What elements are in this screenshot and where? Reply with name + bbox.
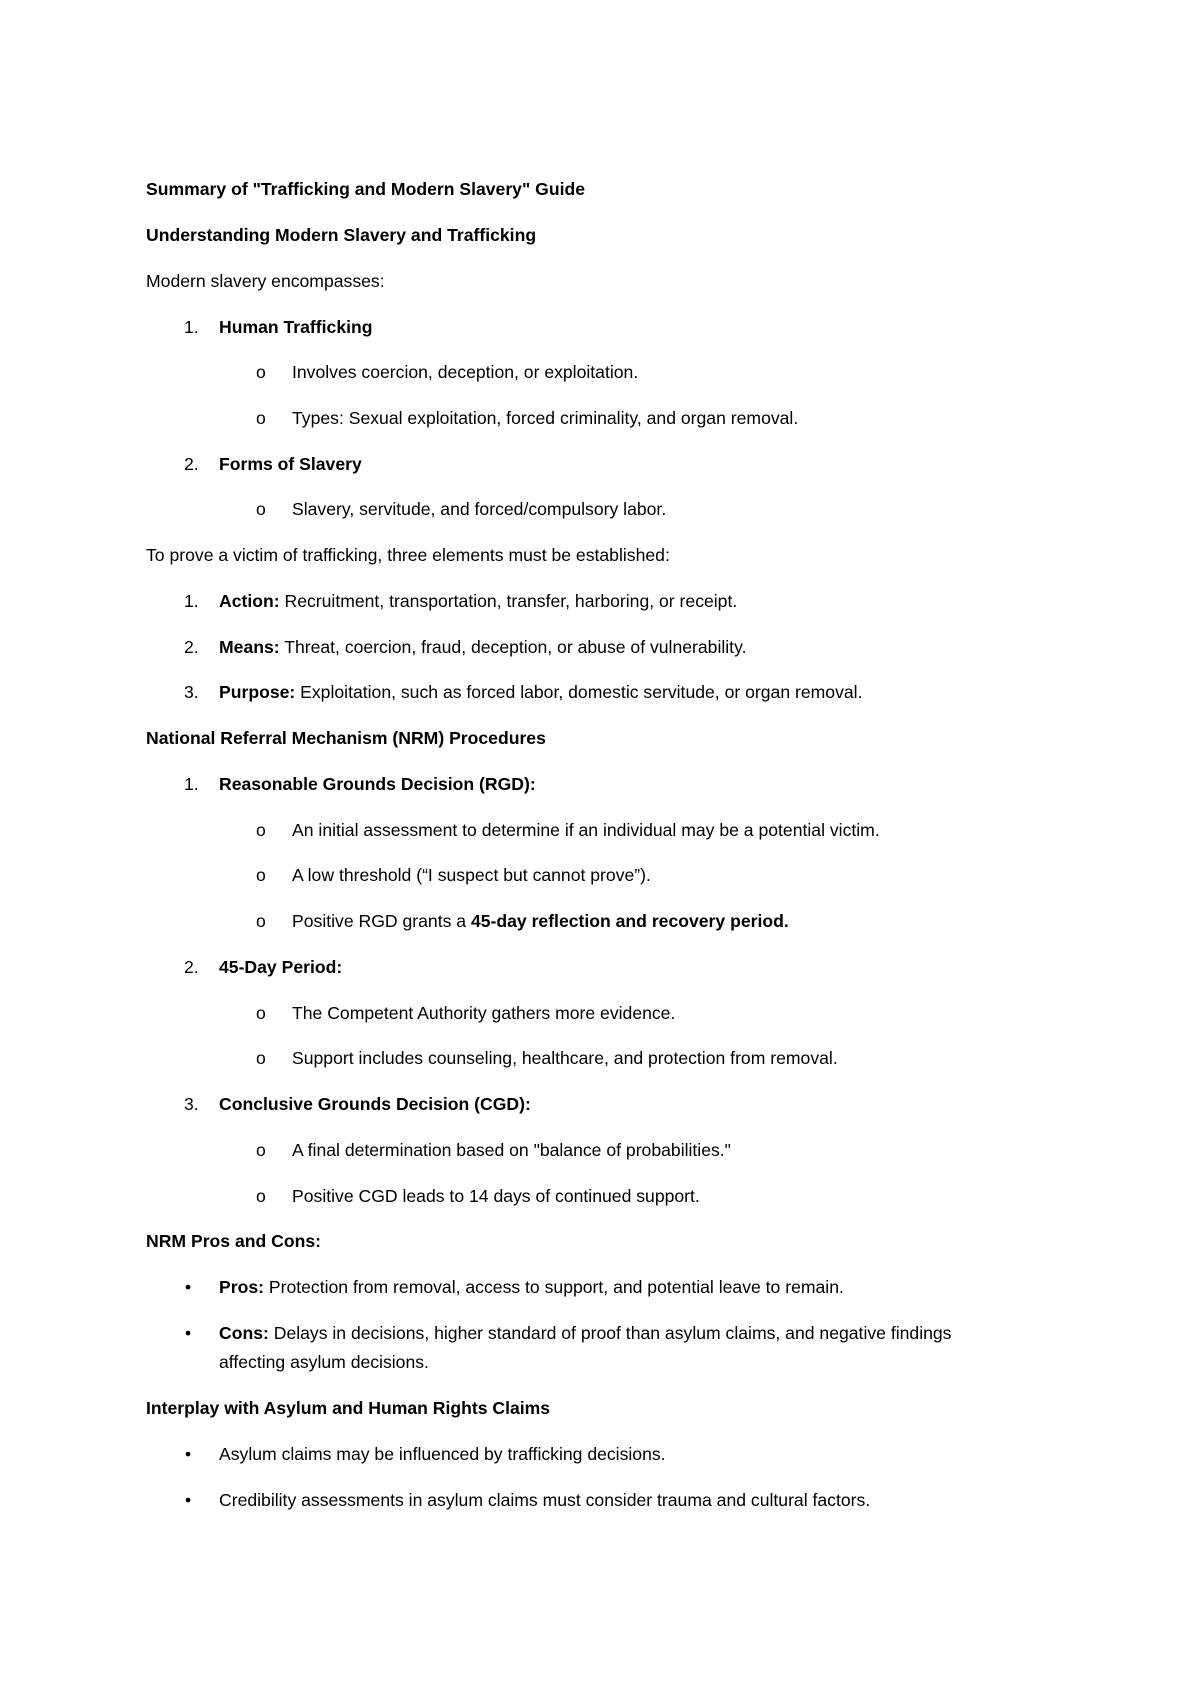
section-heading-understanding: Understanding Modern Slavery and Trafficking [146, 225, 537, 245]
list-item: Asylum claims may be influenced by trafficking decisions. [219, 1444, 666, 1464]
sub-bullet-marker: o [256, 1140, 266, 1160]
pros-label: Pros: [219, 1277, 264, 1297]
element-text: Exploitation, such as forced labor, domestic servitude, or organ removal. [295, 682, 863, 702]
list-number: 1. [184, 317, 199, 337]
cons-text: Delays in decisions, higher standard of proof than asylum claims, and negative findings [268, 1323, 952, 1343]
sub-item-emphasis: 45-day reflection and recovery period. [470, 911, 789, 931]
pros-text: Protection from removal, access to support, and potential leave to remain. [263, 1277, 844, 1297]
element-label: Action: [219, 591, 280, 611]
sub-list-item: A low threshold (“I suspect but cannot prove”). [292, 865, 651, 885]
list-item-title: 45-Day Period: [219, 957, 343, 977]
sub-list-item: A final determination based on "balance of probabilities." [292, 1140, 731, 1160]
list-number: 2. [184, 454, 199, 474]
sub-list-item: The Competent Authority gathers more evidence. [292, 1003, 676, 1023]
sub-list-item: Types: Sexual exploitation, forced criminality, and organ removal. [292, 408, 799, 428]
cons-item [219, 1322, 951, 1344]
bullet-marker: • [185, 1444, 192, 1464]
sub-bullet-marker: o [256, 408, 266, 428]
cons-label: Cons: [219, 1323, 269, 1343]
element-item [219, 590, 737, 612]
sub-bullet-marker: o [256, 499, 266, 519]
list-number: 1. [184, 591, 199, 611]
section-heading-nrm: National Referral Mechanism (NRM) Procedures [146, 728, 546, 748]
list-item-title: Forms of Slavery [219, 454, 362, 474]
list-number: 3. [184, 1094, 199, 1114]
sub-list-item: An initial assessment to determine if an individual may be a potential victim. [292, 820, 880, 840]
bullet-marker: • [185, 1490, 192, 1510]
element-label: Means: [219, 637, 280, 657]
sub-item-text: Positive RGD grants a [292, 911, 471, 931]
list-number: 1. [184, 774, 199, 794]
sub-list-item: Support includes counseling, healthcare, and protection from removal. [292, 1048, 838, 1068]
list-number: 2. [184, 637, 199, 657]
pros-item [219, 1276, 844, 1298]
element-text: Threat, coercion, fraud, deception, or abuse of vulnerability. [279, 637, 747, 657]
sub-list-item: Positive CGD leads to 14 days of continued support. [292, 1186, 700, 1206]
sub-bullet-marker: o [256, 1048, 266, 1068]
cons-text-continued: affecting asylum decisions. [219, 1352, 429, 1372]
list-item-title: Conclusive Grounds Decision (CGD): [219, 1094, 531, 1114]
list-number: 3. [184, 682, 199, 702]
section-heading-asylum: Interplay with Asylum and Human Rights Claims [146, 1398, 551, 1418]
intro-text: Modern slavery encompasses: [146, 271, 385, 291]
sub-bullet-marker: o [256, 1003, 266, 1023]
sub-list-item [292, 910, 789, 932]
bullet-marker: • [185, 1277, 192, 1297]
element-item [219, 681, 862, 703]
list-item-title: Human Trafficking [219, 317, 373, 337]
sub-bullet-marker: o [256, 911, 266, 931]
sub-bullet-marker: o [256, 820, 266, 840]
list-item: Credibility assessments in asylum claims must consider trauma and cultural factors. [219, 1490, 871, 1510]
document-title: Summary of "Trafficking and Modern Slavery" Guide [146, 179, 586, 199]
sub-bullet-marker: o [256, 362, 266, 382]
elements-intro: To prove a victim of trafficking, three elements must be established: [146, 545, 670, 565]
sub-list-item: Slavery, servitude, and forced/compulsory labor. [292, 499, 667, 519]
section-heading-pros-cons: NRM Pros and Cons: [146, 1231, 321, 1251]
list-number: 2. [184, 957, 199, 977]
sub-list-item: Involves coercion, deception, or exploitation. [292, 362, 639, 382]
sub-bullet-marker: o [256, 865, 266, 885]
element-text: Recruitment, transportation, transfer, harboring, or receipt. [279, 591, 738, 611]
bullet-marker: • [185, 1323, 192, 1343]
element-label: Purpose: [219, 682, 296, 702]
list-item-title: Reasonable Grounds Decision (RGD): [219, 774, 536, 794]
element-item [219, 636, 746, 658]
sub-bullet-marker: o [256, 1186, 266, 1206]
